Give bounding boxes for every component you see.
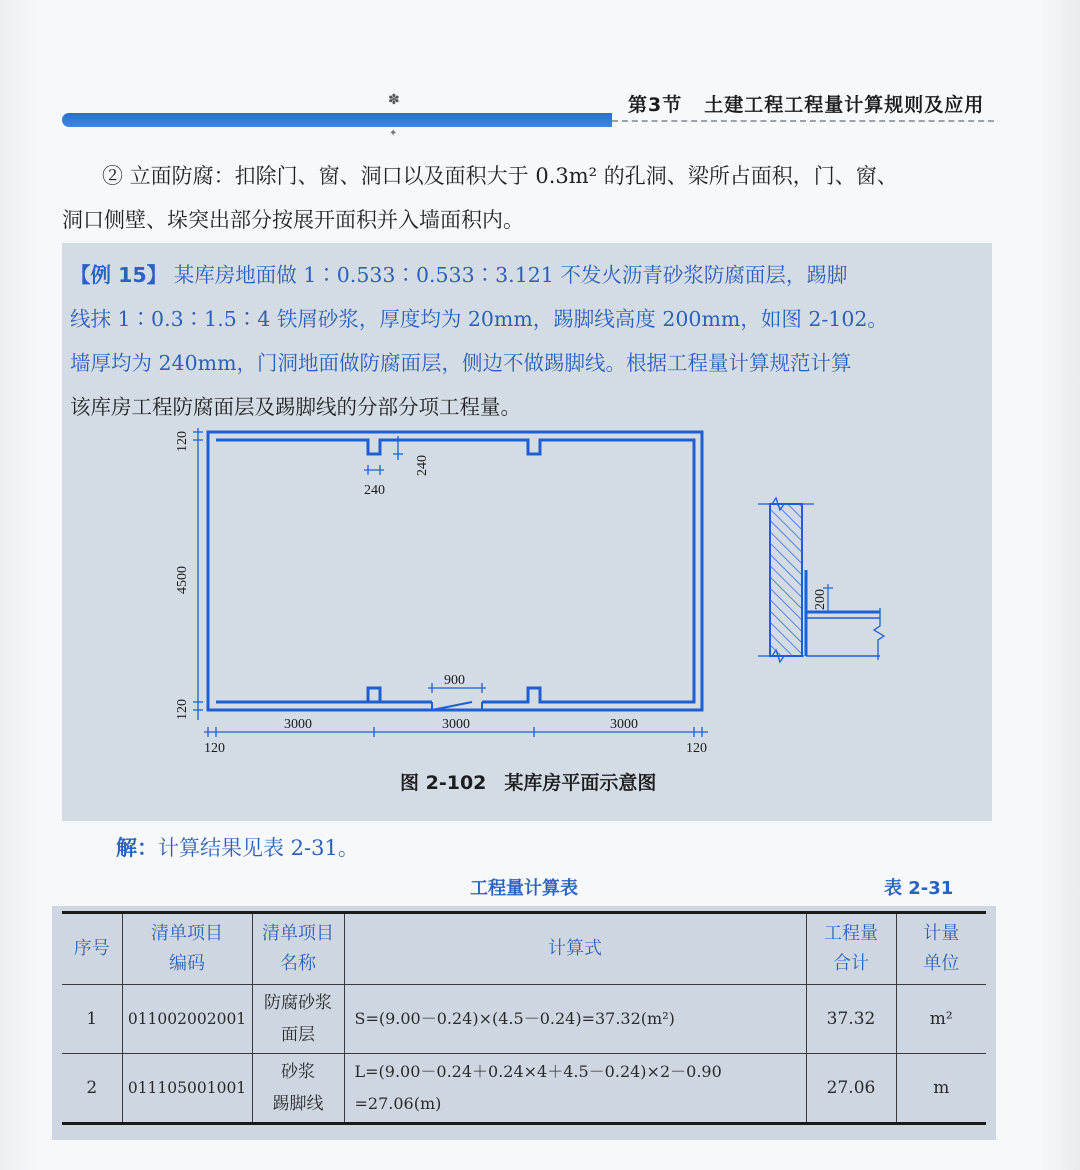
- cell-seq: 2: [62, 1054, 122, 1124]
- example-line-3a: 墙厚均为 240mm，门洞地面做防腐面层，侧边不做踢脚线。: [70, 351, 627, 375]
- table-row: [62, 1054, 986, 1124]
- example-text: [70, 253, 990, 429]
- cell-unit: m: [896, 1054, 986, 1124]
- dim-label-wall-bottom: 120: [175, 699, 190, 720]
- header-code: [122, 913, 252, 985]
- section-number: 第3节: [628, 94, 683, 116]
- outer-wall-line: [208, 432, 702, 710]
- dim-label-right-edge: 120: [686, 741, 707, 756]
- section-title: 土建工程工程量计算规则及应用: [704, 94, 985, 116]
- quantity-table: [62, 911, 986, 1125]
- example-line-2: 线抹 1∶0.3∶1.5∶4 铁屑砂浆，厚度均为 20mm，踢脚线高度 200mm，如图 2-102。: [70, 307, 888, 331]
- header-name: [252, 913, 344, 985]
- decoration-mark-small: ✦: [389, 128, 398, 139]
- example-line-4: 该库房工程防腐面层及踢脚线的分部分项工程量。: [70, 395, 521, 419]
- header-formula: [344, 913, 806, 985]
- cell-formula-line-1: L=(9.00－0.24＋0.24×4＋4.5－0.24)×2－0.90: [354, 1062, 722, 1081]
- header-name-line-2: 名称: [280, 953, 316, 974]
- floor-plan-figure: [160, 420, 900, 760]
- dim-label-bay-2: 3000: [442, 717, 470, 732]
- solution-label: 解：: [116, 836, 158, 860]
- solution-text: 计算结果见表 2-31。: [158, 836, 359, 860]
- break-line: [874, 608, 884, 660]
- intro-line-2: 洞口侧壁、垛突出部分按展开面积并入墙面积内。: [62, 208, 524, 232]
- header-formula-text: 计算式: [548, 938, 602, 959]
- header-name-line-1: 清单项目: [262, 923, 334, 944]
- header-unit-line-2: 单位: [923, 953, 960, 974]
- header-accent-bar: [62, 113, 612, 127]
- cell-name: [252, 1054, 344, 1124]
- table-row: [62, 985, 986, 1054]
- dim-label-pier-depth: 240: [415, 455, 430, 476]
- dim-label-left-edge: 120: [204, 741, 225, 756]
- cell-formula-line-1: S=(9.00－0.24)×(4.5－0.24)=37.32(m²): [354, 1009, 675, 1028]
- example-tag: 【例 15】: [70, 263, 168, 287]
- cell-name-line-1: 防腐砂浆: [264, 993, 332, 1013]
- intro-line-1: ② 立面防腐：扣除门、窗、洞口以及面积大于 0.3m² 的孔洞、梁所占面积，门、窗、: [102, 164, 898, 188]
- cell-name-line-1: 砂浆: [281, 1062, 315, 1082]
- dim-label-door-width: 900: [444, 673, 465, 688]
- cell-name: [252, 985, 344, 1054]
- inner-wall-line: [216, 440, 694, 702]
- intro-paragraph: [62, 154, 1002, 242]
- header-unit: [896, 913, 986, 985]
- figure-caption: [400, 768, 656, 795]
- table-number: 表 2-31: [884, 878, 954, 899]
- example-line-1: 某库房地面做 1∶0.533∶0.533∶3.121 不发火沥青砂浆防腐面层，踢脚: [173, 263, 848, 287]
- dim-label-wall-top: 120: [175, 431, 190, 452]
- cell-code: 011105001001: [122, 1054, 252, 1124]
- dim-label-pier-width: 240: [364, 483, 385, 498]
- cell-formula: [344, 985, 806, 1054]
- cell-total: 37.32: [806, 985, 896, 1054]
- cell-seq: 1: [62, 985, 122, 1054]
- cell-formula-line-2: =27.06(m): [354, 1094, 442, 1113]
- decoration-mark: ✽: [388, 92, 400, 108]
- cell-unit: m²: [896, 985, 986, 1054]
- table-header-row: [62, 913, 986, 985]
- dim-label-bay-3: 3000: [610, 717, 638, 732]
- dim-label-skirting: 200: [813, 589, 828, 610]
- dim-label-bay-1: 3000: [284, 717, 312, 732]
- solution-line: [116, 832, 359, 862]
- header-total-line-2: 合计: [833, 953, 869, 974]
- cell-name-line-2: 面层: [281, 1025, 315, 1045]
- wall-section: [770, 504, 802, 656]
- header-code-line-2: 编码: [169, 953, 205, 974]
- header-divider: [612, 120, 994, 122]
- header-total-line-1: 工程量: [824, 923, 878, 944]
- header-code-line-1: 清单项目: [151, 923, 223, 944]
- table-title: 工程量计算表: [470, 878, 578, 899]
- cell-total: 27.06: [806, 1054, 896, 1124]
- example-line-3b: 根据工程量计算规范计算: [626, 351, 852, 375]
- running-header: [628, 90, 984, 117]
- cell-formula: [344, 1054, 806, 1124]
- figure-number: 图 2-102: [400, 772, 487, 794]
- header-seq: [62, 913, 122, 985]
- dim-label-height: 4500: [175, 566, 190, 594]
- header-seq-text: 序号: [73, 938, 110, 959]
- header-total: [806, 913, 896, 985]
- skirting-detail: [758, 498, 884, 662]
- cell-code: 011002002001: [122, 985, 252, 1054]
- figure-title: 某库房平面示意图: [504, 772, 657, 794]
- header-unit-line-1: 计量: [923, 923, 960, 944]
- cell-name-line-2: 踢脚线: [272, 1094, 324, 1114]
